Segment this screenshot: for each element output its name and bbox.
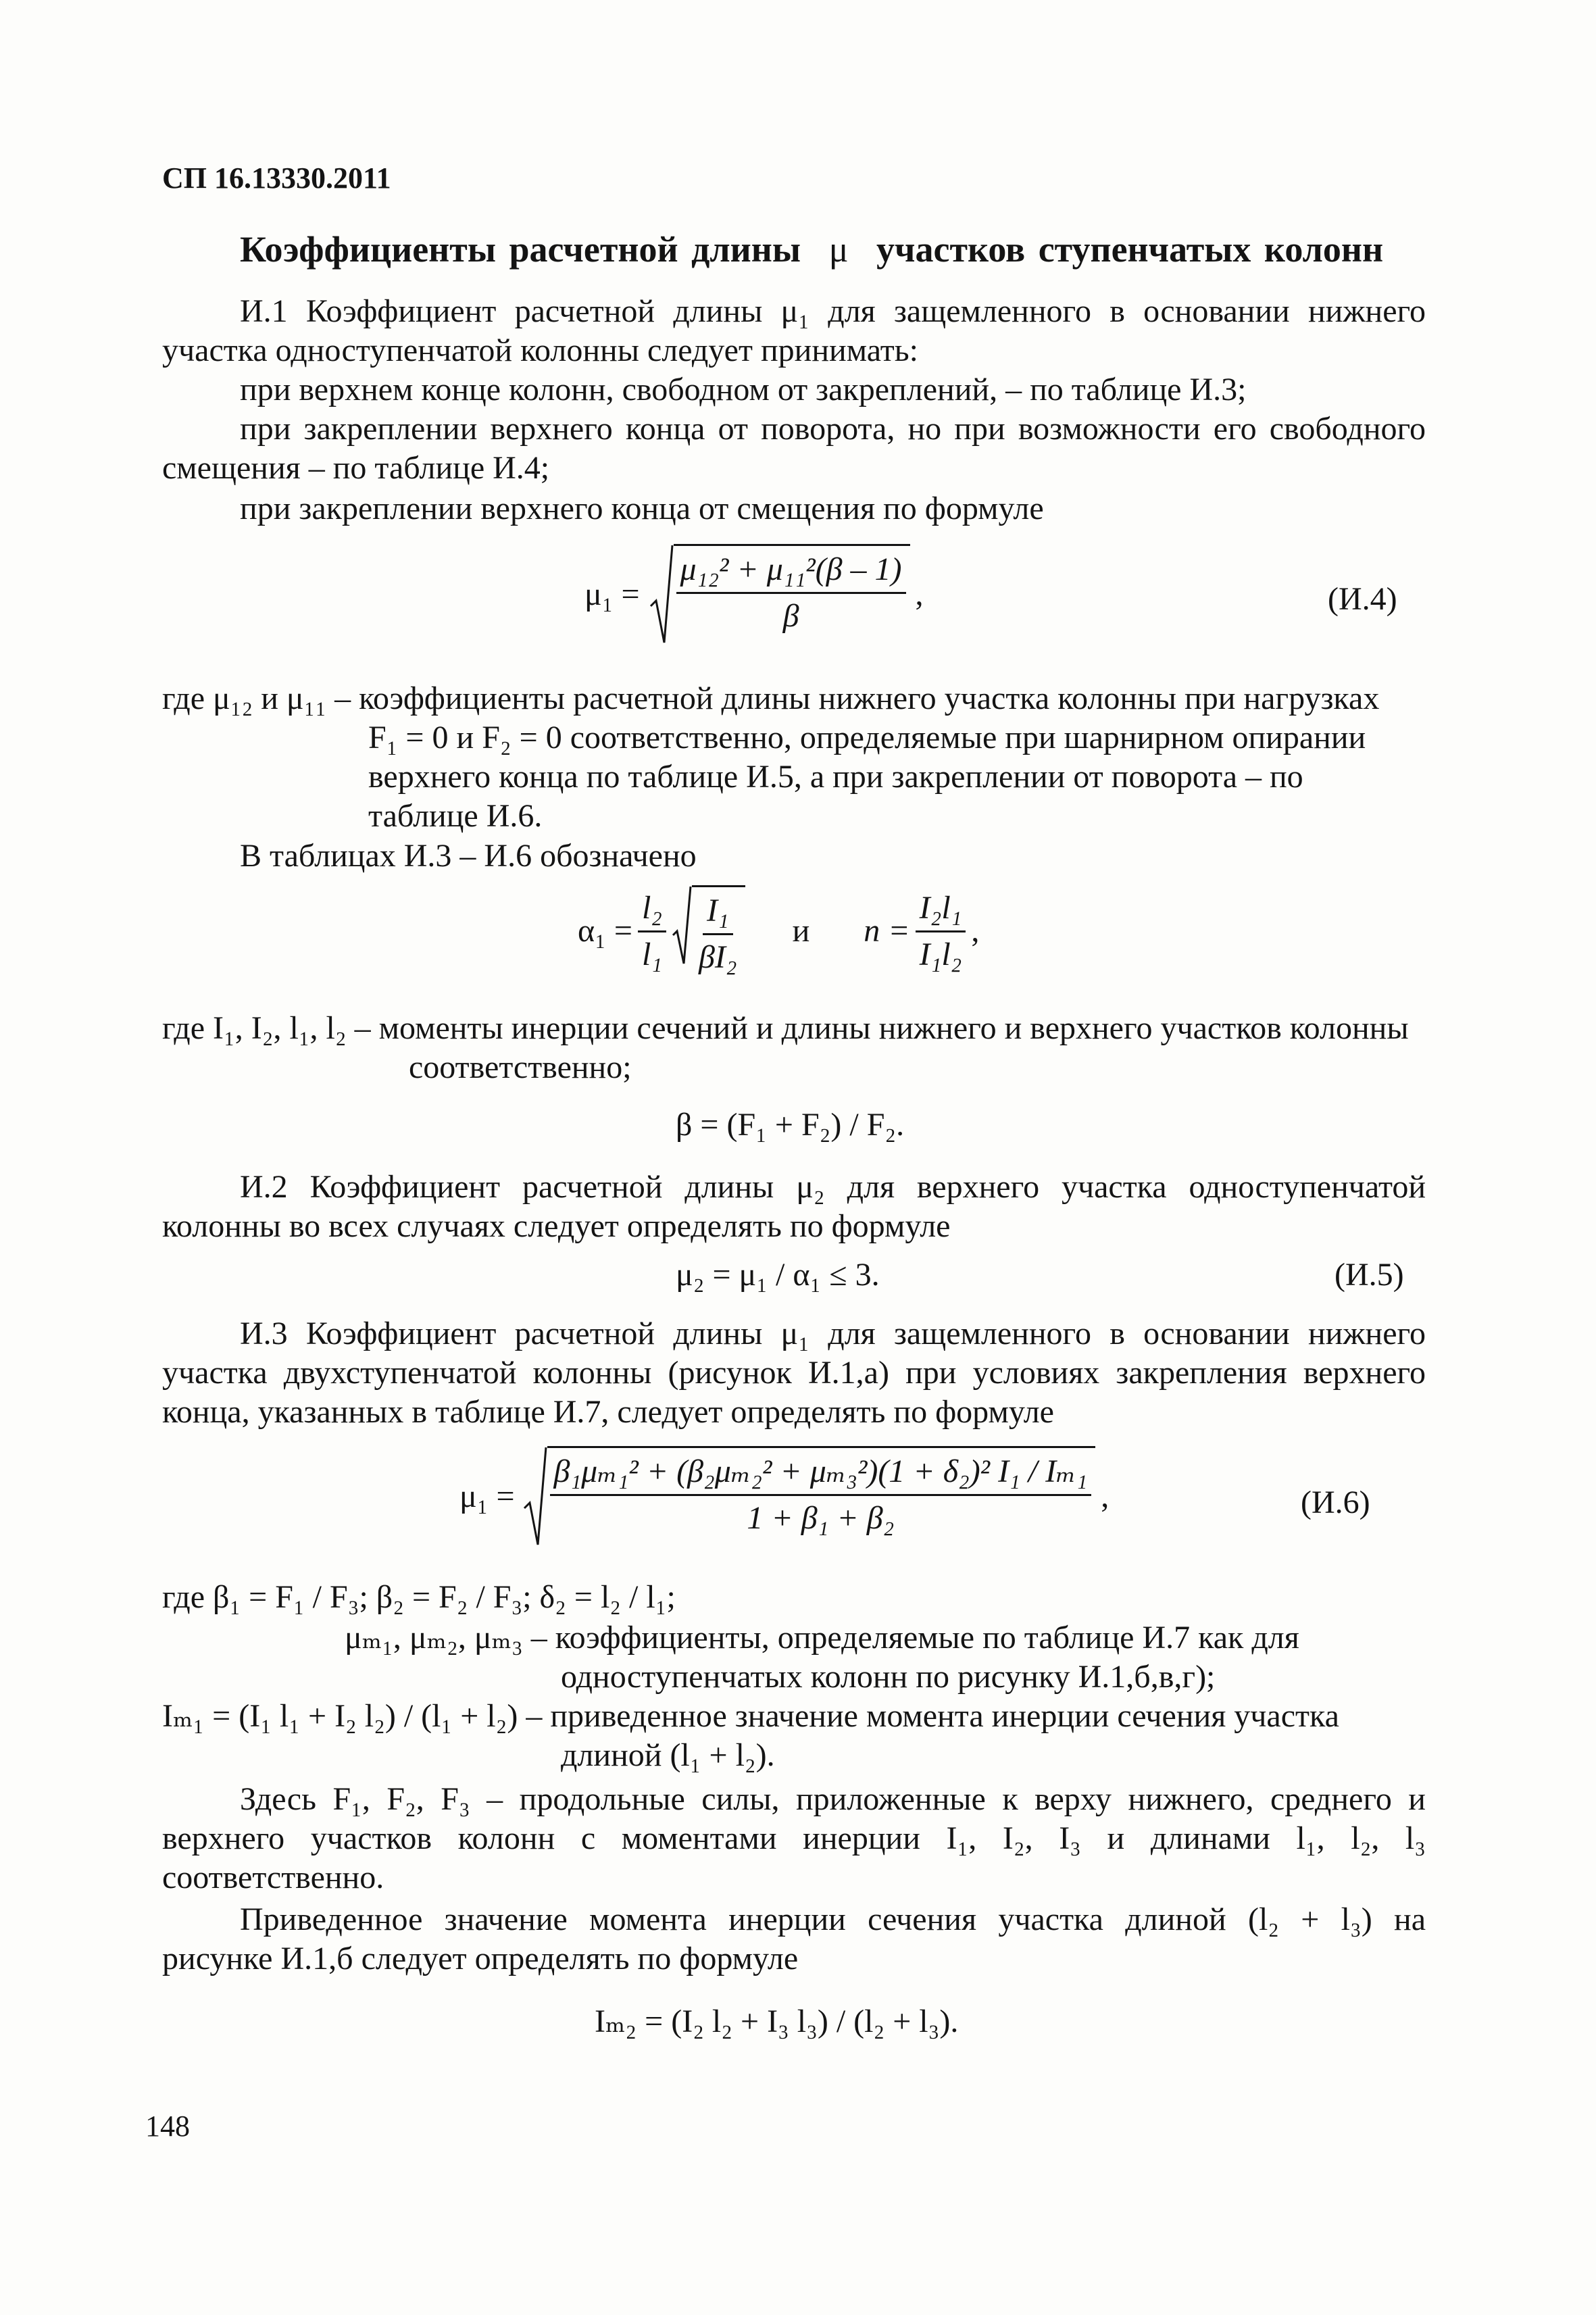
paragraph-3-line-2: участка двухступенчатой колонны (рисунок И.1,а) при условиях закрепления верхнего xyxy=(162,1355,1426,1391)
formula-i4-lhs: μ₁ = xyxy=(584,576,640,612)
formula-i6-root xyxy=(523,1446,1096,1547)
formula-i6-lhs: μ₁ = xyxy=(459,1478,515,1514)
paragraph-1-line-2: участка одноступенчатой колонны следует принимать: xyxy=(162,332,918,368)
formula-alpha-n: α₁ = $\frac{\text{l₂}}{\text{l₁}}$ $\frac{\text{I₁}}{\text{βI₂}}$ и n = $\frac{\text{I₂l₁}}{\text{I₁l₂}}$ , xyxy=(578,885,979,977)
where-3-line-3: одноступенчатых колонн по рисунку И.1,б,в,г); xyxy=(561,1659,1216,1695)
formula-i4-root xyxy=(649,544,910,645)
where-3-line-4: Iₘ₁ = (I₁ l₁ + I₂ l₂) / (l₁ + l₂) – приведенное значение момента инерции сечения участка xyxy=(162,1698,1339,1734)
paragraph-1-line-4: при закреплении верхнего конца от поворота, но при возможности его свободного xyxy=(240,411,1426,447)
page-number: 148 xyxy=(145,2110,190,2143)
formula-i5: μ₂ = μ₁ / α₁ ≤ 3. xyxy=(676,1257,880,1293)
conjunction-and: и xyxy=(792,913,810,949)
paragraph-2-line-1: И.2 Коэффициент расчетной длины μ₂ для верхнего участка одноступенчатой xyxy=(240,1169,1426,1205)
paragraph-4-line-3: соответственно. xyxy=(162,1860,384,1895)
where-3-line-5: длиной (l₁ + l₂). xyxy=(561,1737,775,1773)
where-1-line-1: где μ₁₂ и μ₁₁ – коэффициенты расчетной длины нижнего участка колонны при нагрузках xyxy=(162,680,1380,716)
formula-i4-denominator: β xyxy=(782,598,799,634)
formula-i4-numerator: μ₁₂² + μ₁₁²(β – 1) xyxy=(676,550,906,594)
section-title xyxy=(240,230,1383,269)
tables-notation-line: В таблицах И.3 – И.6 обозначено xyxy=(240,838,697,874)
n-lhs: n = xyxy=(864,913,910,949)
alpha-lhs: α₁ = xyxy=(578,913,632,949)
radical-sign-icon xyxy=(672,885,692,966)
paragraph-1-line-3: при верхнем конце колонн, свободном от закреплений, – по таблице И.3; xyxy=(240,372,1247,407)
formula-i6-denominator: 1 + β₁ + β₂ xyxy=(747,1500,895,1536)
where-1-line-2: F₁ = 0 и F₂ = 0 соответственно, определяемые при шарнирном опирании xyxy=(368,720,1366,755)
paragraph-3-line-1: И.3 Коэффициент расчетной длины μ₁ для защемленного в основании нижнего xyxy=(240,1316,1426,1351)
paragraph-1-line-5: смещения – по таблице И.4; xyxy=(162,450,550,486)
where-2-line-2: соответственно; xyxy=(409,1049,632,1085)
formula-i4-number: (И.4) xyxy=(1328,581,1397,617)
formula-i6-numerator: β₁μₘ₁² + (β₂μₘ₂² + μₘ₃²)(1 + δ₂)² I₁ / Iₘ₁ xyxy=(550,1452,1092,1496)
n-frac-denominator: I₁l₂ xyxy=(919,936,962,972)
formula-i6-number: (И.6) xyxy=(1301,1485,1370,1520)
title-mu-symbol: μ xyxy=(828,229,849,270)
paragraph-2-line-2: колонны во всех случаях следует определять по формуле xyxy=(162,1208,951,1244)
paragraph-4-line-2: верхнего участков колонн с моментами инерции I₁, I₂, I₃ и длинами l₁, l₂, l₃ xyxy=(162,1820,1426,1856)
paragraph-1-line-6: при закреплении верхнего конца от смещения по формуле xyxy=(240,491,1044,526)
title-start: Коэффициенты расчетной длины xyxy=(240,229,801,270)
n-frac-numerator: I₂l₁ xyxy=(916,889,966,932)
alpha-root-numerator: I₁ xyxy=(703,891,733,935)
formula-i5-number: (И.5) xyxy=(1335,1257,1404,1293)
formula-i4-radicand xyxy=(674,544,910,645)
paragraph-3-line-3: конца, указанных в таблице И.7, следует определять по формуле xyxy=(162,1394,1054,1430)
alpha-frac-numerator: l₂ xyxy=(638,889,666,932)
where-1-line-3: верхнего конца по таблице И.5, а при закреплении от поворота – по xyxy=(368,759,1303,795)
title-end: участков ступенчатых колонн xyxy=(876,229,1384,270)
alpha-root-denominator: βI₂ xyxy=(698,939,737,975)
where-2-line-1: где I₁, I₂, l₁, l₂ – моменты инерции сечений и длины нижнего и верхнего участков колонны xyxy=(162,1010,1409,1046)
radical-sign-icon xyxy=(523,1446,547,1547)
document-code: СП 16.13330.2011 xyxy=(162,161,391,195)
formula-im2: Iₘ₂ = (I₂ l₂ + I₃ l₃) / (l₂ + l₃). xyxy=(595,2003,959,2039)
alpha-root xyxy=(672,885,745,977)
alpha-frac-denominator: l₁ xyxy=(641,936,662,972)
paragraph-4-line-1: Здесь F₁, F₂, F₃ – продольные силы, приложенные к верху нижнего, среднего и xyxy=(240,1781,1426,1817)
where-1-line-4: таблице И.6. xyxy=(368,798,543,834)
where-3-line-1: где β₁ = F₁ / F₃; β₂ = F₂ / F₃; δ₂ = l₂ / l₁; xyxy=(162,1579,676,1615)
paragraph-5-line-2: рисунке И.1,б следует определять по формуле xyxy=(162,1941,799,1976)
paragraph-1-line-1: И.1 Коэффициент расчетной длины μ₁ для защемленного в основании нижнего xyxy=(240,293,1426,329)
formula-i6: μ₁ = $\frac{\text{β₁μₘ₁² + (β₂μₘ₂² + μₘ₃²)(1 + δ₂)² I₁ / Iₘ₁}}{\text{1 + β₁ + β₂}}$ , xyxy=(459,1446,1109,1547)
beta-definition: β = (F₁ + F₂) / F₂. xyxy=(676,1107,905,1143)
paragraph-5-line-1: Приведенное значение момента инерции сечения участка длиной (l₂ + l₃) на xyxy=(240,1901,1426,1937)
radical-sign-icon xyxy=(649,544,674,645)
formula-i4: μ₁ = $\frac{\text{μ₁₂² + μ₁₁²(β – 1)}}{\beta}$ , xyxy=(584,544,924,645)
where-3-line-2: μₘ₁, μₘ₂, μₘ₃ – коэффициенты, определяемые по таблице И.7 как для xyxy=(345,1620,1299,1656)
